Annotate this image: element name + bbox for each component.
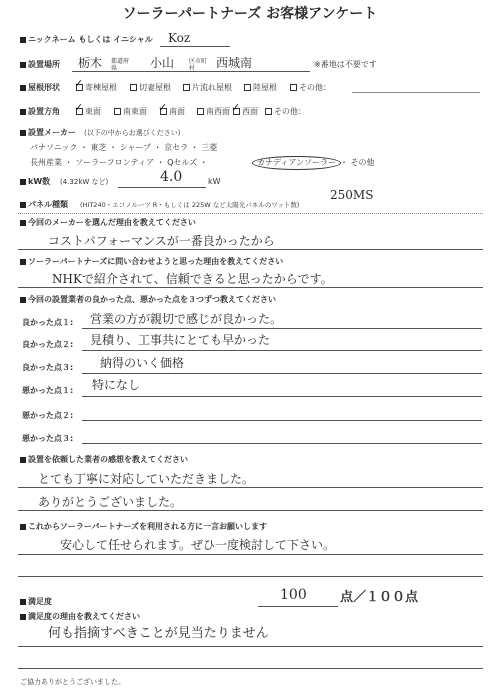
good-label-3: 良かった点３: <box>22 363 74 372</box>
kw-sub: (4.32kW など) <box>60 178 109 186</box>
bad-label-3: 悪かった点３: <box>22 434 74 443</box>
location-pref-suffix: 都道府県 <box>111 58 130 72</box>
bullet-icon <box>20 524 26 530</box>
location-city: 小山 <box>150 56 175 70</box>
bullet-icon <box>20 37 26 43</box>
roof-option-3[interactable]: 陸屋根 <box>244 83 277 93</box>
maker-row-2a: 長州産業 ・ ソーラーフロンティア ・ Qセルズ ・ <box>30 158 208 167</box>
message-line-1: 安心して任せられます。ぜひ一度検討して下さい。 <box>60 538 336 552</box>
maker-selected: カナディアンソーラー <box>252 156 341 170</box>
checkmark-icon: ✓ <box>74 77 84 90</box>
good-answer-1: 営業の方が親切で感じが良かった。 <box>90 312 283 326</box>
satisfaction-reason-answer: 何も指摘すべきことが見当たりません <box>48 626 269 641</box>
bullet-icon <box>20 614 26 620</box>
roof-option-4[interactable]: その他： <box>290 83 331 93</box>
nickname-label: ニックネーム もしくは イニシャル <box>28 35 153 44</box>
panel-label: パネル種類 <box>28 200 68 209</box>
nickname-value: Koz <box>168 31 191 45</box>
location-city-suffix: 区市町村 <box>189 58 208 72</box>
good-answer-3: 納得のいく価格 <box>100 356 185 370</box>
direction-option-4[interactable]: 西面 <box>233 107 258 117</box>
maker-row-2b: ・ その他 <box>340 158 375 167</box>
bullet-icon <box>20 179 26 185</box>
satisfaction-suffix: 点／１００点 <box>340 590 419 605</box>
kw-unit: kW <box>208 177 221 186</box>
good-label-2: 良かった点２: <box>22 340 74 349</box>
footer-thanks: ご協力ありがとうございました。 <box>20 678 125 686</box>
direction-option-2[interactable]: 南面 <box>160 107 185 117</box>
maker-label: 設置メーカー <box>28 128 76 137</box>
bullet-icon <box>20 109 26 115</box>
direction-option-1[interactable]: 南東面 <box>114 107 147 117</box>
contact-reason-answer: NHKで紹介されて、信頼できると思ったからです。 <box>52 272 333 286</box>
good-label-1: 良かった点１: <box>22 318 74 327</box>
bullet-icon <box>20 220 26 226</box>
bad-label-2: 悪かった点２: <box>22 411 74 420</box>
message-label: これからソーラーパートナーズを利用される方に一言お願いします <box>28 522 268 531</box>
maker-row-1: パナソニック ・ 東芝 ・ シャープ ・ 京セラ ・ 三菱 <box>30 143 218 152</box>
maker-reason-label: 今回のメーカーを選んだ理由を教えてください <box>28 218 196 227</box>
direction-option-5[interactable]: その他： <box>265 107 306 117</box>
contact-reason-label: ソーラーパートナーズに問い合わせようと思った理由を教えてください <box>28 257 284 266</box>
impression-line-1: とても丁寧に対応していただきました。 <box>38 472 255 486</box>
kw-label: kW数 <box>28 177 51 186</box>
impression-line-2: ありがとうございました。 <box>38 495 183 509</box>
checkmark-icon: ✓ <box>158 101 168 114</box>
points-label: 今回の設置業者の良かった点、悪かった点を３つずつ教えてください <box>28 295 276 304</box>
bullet-icon <box>20 62 26 68</box>
bullet-icon <box>20 85 26 91</box>
bullet-icon <box>20 599 26 605</box>
roof-option-0[interactable]: 寄棟屋根 <box>76 83 117 93</box>
panel-sub: (HIT240・エコノルーツ R・もしくは 225W など太陽光パネルのワット数) <box>80 201 300 209</box>
kw-value: 4.0 <box>160 169 183 185</box>
maker-reason-answer: コストパフォーマンスが一番良かったから <box>48 234 275 248</box>
bullet-icon <box>20 297 26 303</box>
satisfaction-reason-label: 満足度の理由を教えてください <box>28 612 140 621</box>
bad-answer-1: 特になし <box>92 378 141 392</box>
satisfaction-value: 100 <box>280 587 307 603</box>
checkmark-icon: ✓ <box>74 101 84 114</box>
direction-label: 設置方角 <box>28 107 60 116</box>
bullet-icon <box>20 130 26 136</box>
panel-value: 250MS <box>330 188 374 202</box>
bullet-icon <box>20 457 26 463</box>
satisfaction-label: 満足度 <box>28 597 52 606</box>
roof-option-2[interactable]: 片流れ屋根 <box>183 83 232 93</box>
impression-label: 設置を依頼した業者の感想を教えてください <box>28 455 188 464</box>
checkmark-icon: ✓ <box>231 101 241 114</box>
bullet-icon <box>20 259 26 265</box>
location-prefecture: 栃木 <box>78 56 103 70</box>
good-answer-2: 見積り、工事共にとても早かった <box>90 333 271 347</box>
bullet-icon <box>20 202 26 208</box>
roof-shape-label: 屋根形状 <box>28 83 60 92</box>
roof-option-1[interactable]: 切妻屋根 <box>130 83 171 93</box>
location-label: 設置場所 <box>28 60 60 69</box>
maker-sub: (以下の中からお選びください) <box>84 129 181 137</box>
page-title: ソーラーパートナーズ お客様アンケート <box>122 6 378 22</box>
location-note: ※番地は不要です <box>314 60 377 69</box>
direction-option-0[interactable]: 東面 <box>76 107 101 117</box>
direction-option-3[interactable]: 南西面 <box>197 107 230 117</box>
bad-label-1: 悪かった点１: <box>22 386 74 395</box>
location-town: 西城南 <box>216 56 253 70</box>
